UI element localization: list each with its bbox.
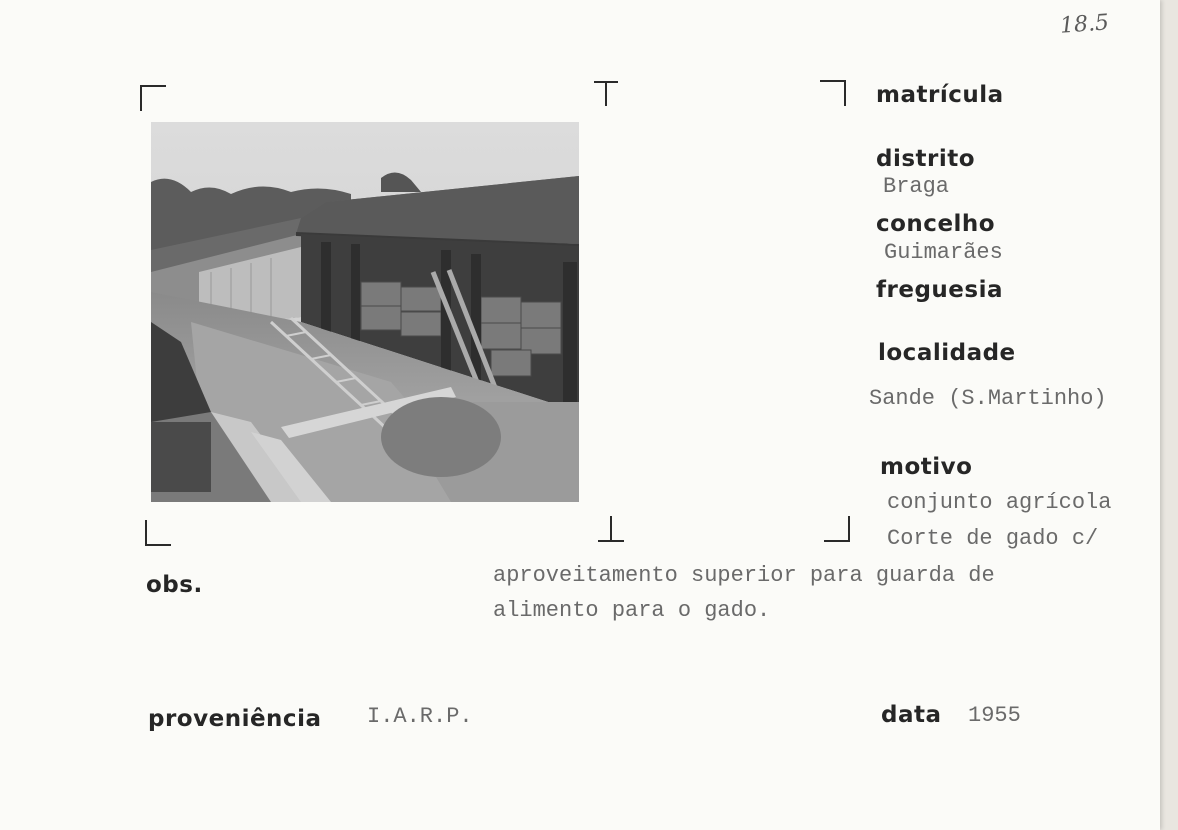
crop-mark-top-left bbox=[140, 85, 166, 111]
crop-mark-top-right bbox=[820, 80, 846, 106]
motivo-value-line1: conjunto agrícola bbox=[887, 490, 1112, 515]
crop-mark-top-center-stem bbox=[605, 82, 607, 106]
obs-value-line1: aproveitamento superior para guarda de bbox=[493, 563, 995, 588]
handwritten-number: 18.5 bbox=[1059, 10, 1110, 39]
crop-mark-bottom-center bbox=[598, 540, 624, 542]
freguesia-label: freguesia bbox=[876, 277, 1003, 303]
concelho-value: Guimarães bbox=[884, 240, 1003, 265]
crop-mark-bottom-right bbox=[824, 516, 850, 542]
obs-value-line2: alimento para o gado. bbox=[493, 598, 771, 623]
distrito-value: Braga bbox=[883, 174, 950, 199]
crop-mark-bottom-center-stem bbox=[610, 516, 612, 540]
proveniencia-label: proveniência bbox=[148, 706, 322, 732]
localidade-value: Sande (S.Martinho) bbox=[869, 386, 1107, 411]
barn-photograph bbox=[151, 122, 579, 502]
matricula-label: matrícula bbox=[876, 82, 1004, 108]
data-label: data bbox=[881, 702, 942, 728]
obs-label: obs. bbox=[146, 572, 203, 598]
data-value: 1955 bbox=[968, 703, 1021, 728]
localidade-label: localidade bbox=[878, 340, 1016, 366]
motivo-value-line2: Corte de gado c/ bbox=[887, 526, 1099, 551]
motivo-label: motivo bbox=[880, 454, 973, 480]
distrito-label: distrito bbox=[876, 146, 976, 172]
concelho-label: concelho bbox=[876, 211, 996, 237]
crop-mark-bottom-left bbox=[145, 520, 171, 546]
proveniencia-value: I.A.R.P. bbox=[367, 704, 473, 729]
